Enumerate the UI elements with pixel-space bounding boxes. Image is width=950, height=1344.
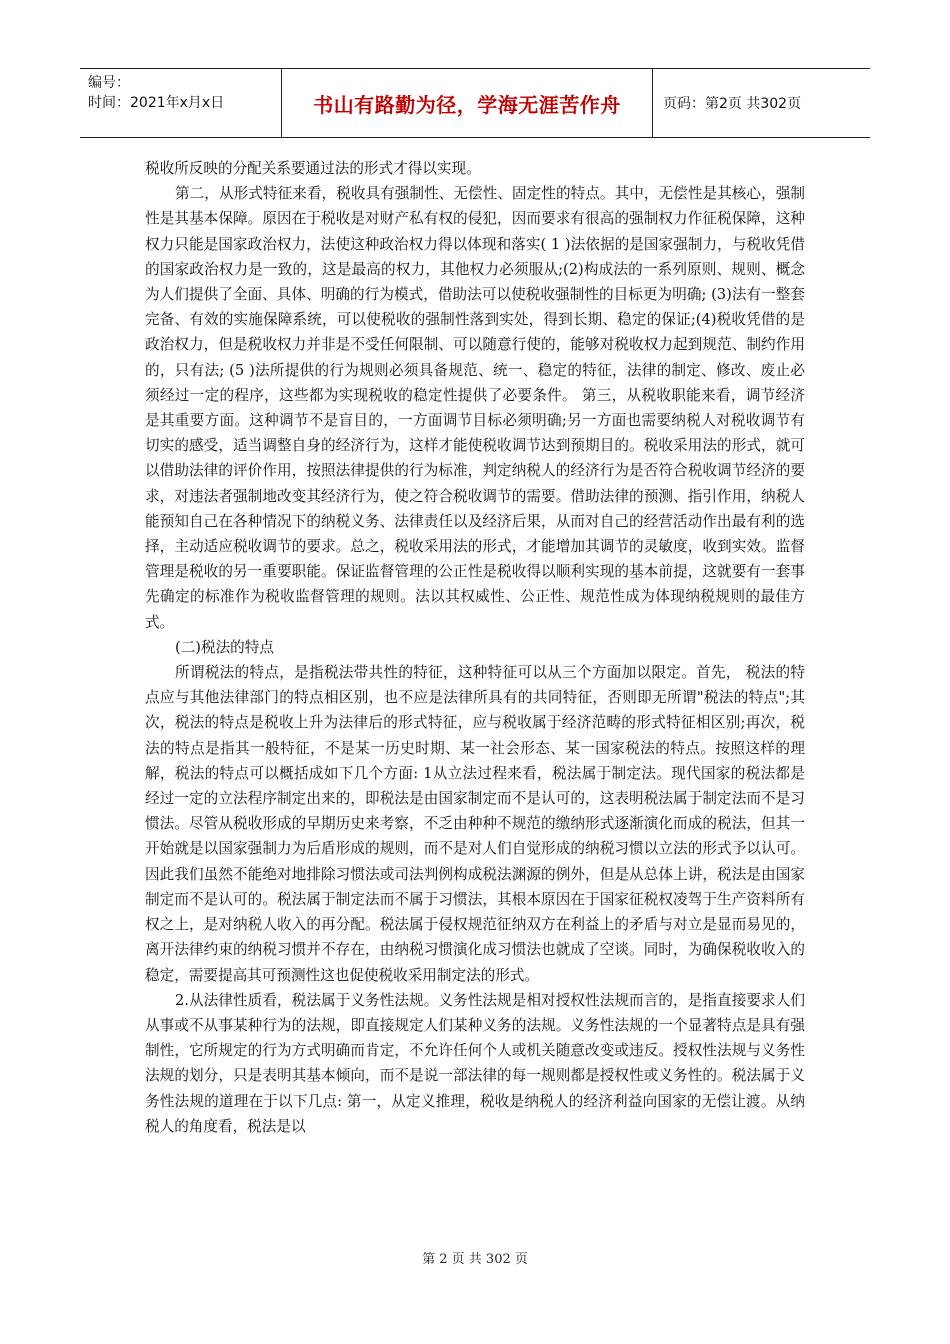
page-header [80, 68, 870, 138]
paragraph-tax-features: 第二，从形式特征来看，税收具有强制性、无偿性、固定性的特点。其中，无偿性是其核心，强制性是其基本保障。原因在于税收是对财产私有权的侵犯，因而要求有很高的强制权力作征税保障，这种权力只能是国家政治权力，法使这种政治权力得以体现和落实( 1 )法依据的是国家强制力，与税收凭借的国家政治权力是一致的，这是最高的权力，其他权力必须服从;(2)构成法的一系列原则、规则、概念为人们提供了全面、具体、明确的行为模式，借助法可以使税收强制性的目标更为明确; (3)法有一整套完备、有效的实施保障系统，可以使税收的强制性落到实处，得到长期、稳定的保证;(4)税收凭借的是政治权力，但是税收权力并非是不受任何限制、可以随意行使的，能够对税收权力起到规范、制约作用的，只有法; (5 )法所提供的行为规则必须具备规范、统一、稳定的特征，法律的制定、修改、废止必须经过一定的程序，这些都为实现税收的稳定性提供了必要条件。 第三，从税收职能来看，调节经济是其重要方面。这种调节不是盲目的，一方面调节目标必须明确;另一方面也需要纳税人对税收调节有切实的感受，适当调整自身的经济行为，这样才能使税收调节达到预期目的。税收采用法的形式，就可以借助法律的评价作用，按照法律提供的行为标准，判定纳税人的经济行为是否符合税收调节经济的要求，对违法者强制地改变其经济行为，使之符合税收调节的需要。借助法律的预测、指引作用，纳税人能预知自己在各种情况下的纳税义务、法律责任以及经济后果，从而对自己的经营活动作出最有利的选择，主动适应税收调节的要求。总之，税收采用法的形式，才能增加其调节的灵敏度，收到实效。监督管理是税收的另一重要职能。保证监督管理的公正性是税收得以顺利实现的基本前提，这就要有一套事先确定的标准作为税收监督管理的规则。法以其权威性、公正性、规范性成为体现纳税规则的最佳方式。 [145, 185, 805, 631]
paragraph-tax-law-characteristics: 所谓税法的特点，是指税法带共性的特征，这种特征可以从三个方面加以限定。首先， 税法的特点应与其他法律部门的特点相区别，也不应是法律所具有的共同特征，否则即无所谓"税法的特点";其次，税法的特点是税收上升为法律后的形式特征，应与税收属于经济范畴的形式特征相区别;再次，税法的特点是指其一般特征，不是某一历史时期、某一社会形态、某一国家税法的特点。按照这样的理解，税法的特点可以概括成如下几个方面: 1从立法过程来看，税法属于制定法。现代国家的税法都是经过一定的立法程序制定出来的，即税法是由国家制定而不是认可的，这表明税法属于制定法而不是习惯法。尽管从税收形成的早期历史来考察，不乏由种种不规范的缴纳形式逐渐演化而成的税法，但其一开始就是以国家强制力为后盾形成的规则，而不是对人们自觉形成的纳税习惯以立法的形式予以认可。因此我们虽然不能绝对地排除习惯法或司法判例构成税法渊源的例外，但是从总体上讲，税法是由国家制定而不是认可的。税法属于制定法而不属于习惯法，其根本原因在于国家征税权凌驾于生产资料所有权之上，是对纳税人收入的再分配。税法属于侵权规范征纳双方在利益上的矛盾与对立是显而易见的，离开法律约束的纳税习惯并不存在，由纳税习惯演化成习惯法也就成了空谈。同时，为确保税收收入的稳定，需要提高其可预测性这也促使税收采用制定法的形式。 [145, 664, 805, 984]
document-body [145, 156, 805, 1139]
section-heading: (二)税法的特点 [175, 638, 274, 656]
paragraph-continuation: 税收所反映的分配关系要通过法的形式才得以实现。 [145, 160, 481, 177]
header-page-info: 页码：第2页 共302页 [663, 96, 802, 112]
header-meta [80, 69, 282, 137]
paragraph-obligatory-regulation: 2.从法律性质看，税法属于义务性法规。义务性法规是相对授权性法规而言的，是指直接要求人们从事或不从事某种行为的法规，即直接规定人们某种义务的法规。义务性法规的一个显著特点是具有强制性，它所规定的行为方式明确而肯定，不允许任何个人或机关随意改变或违反。授权性法规与义务性法规的划分，只是表明其基本倾向，而不是说一部法律的每一规则都是授权性或义务性的。税法属于义务性法规的道理在于以下几点: 第一，从定义推理，税收是纳税人的经济利益向国家的无偿让渡。从纳税人的角度看，税法是以 [145, 991, 805, 1135]
header-motto: 书山有路勤为径，学海无涯苦作舟 [282, 69, 653, 137]
page-footer: 第 2 页 共 302 页 [422, 1252, 528, 1267]
document-date: 时间：2021年x月x日 [88, 95, 225, 111]
document-number-label: 编号： [88, 75, 130, 91]
